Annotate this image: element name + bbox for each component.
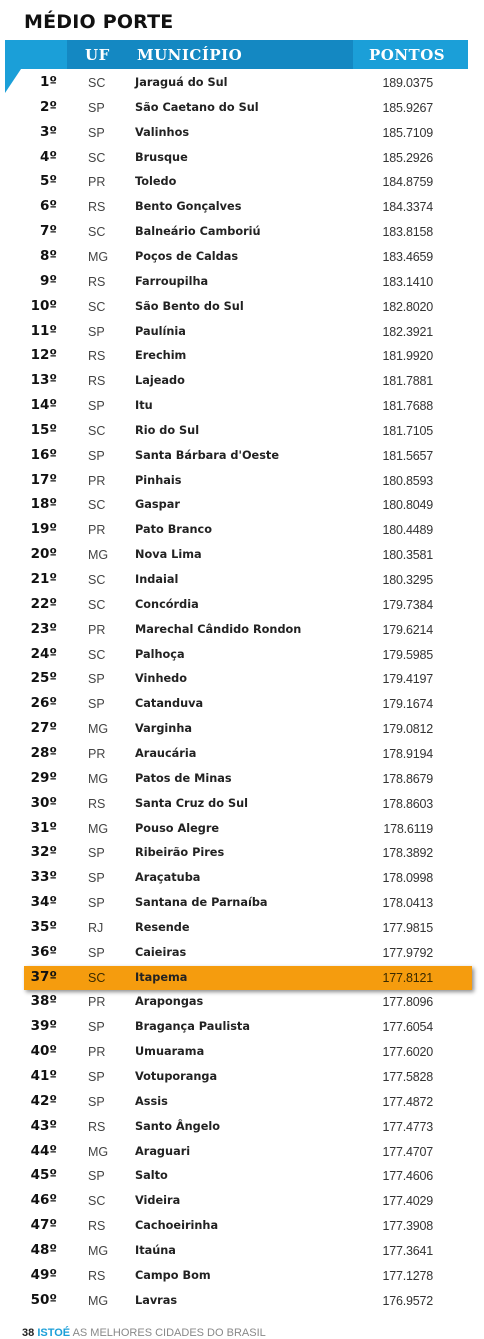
rank-cell: 26º [30,695,57,712]
rank-cell: 41º [30,1068,57,1084]
municipio-cell: Votuporanga [135,1070,218,1083]
uf-cell: SP [88,1094,105,1109]
table-row [0,543,484,568]
pontos-cell: 177.4872 [382,1094,433,1109]
uf-cell: MG [88,821,109,836]
rank-cell: 1º [39,74,57,90]
municipio-cell: Santo Ângelo [135,1119,221,1133]
rank-cell: 18º [30,496,57,513]
rank-cell: 20º [30,546,57,563]
rank-cell: 17º [30,471,57,488]
table-row [0,1189,484,1214]
table-row [0,270,484,295]
municipio-cell: Caieiras [135,945,187,959]
rank-cell: 44º [30,1142,57,1159]
table-row [0,1140,484,1165]
uf-cell: SC [88,299,106,314]
table-row [0,320,484,345]
table-row [0,941,484,966]
pontos-cell: 181.7105 [382,423,433,438]
pontos-cell: 178.9194 [382,746,433,761]
municipio-cell: Valinhos [135,125,190,139]
pontos-cell: 177.1278 [382,1268,433,1283]
page-title: MÉDIO PORTE [24,11,174,33]
rank-cell: 5º [39,173,57,190]
rank-cell: 49º [30,1266,57,1283]
municipio-cell: Santa Bárbara d'Oeste [135,448,279,462]
pontos-cell: 179.7384 [382,597,433,612]
rank-cell: 23º [30,620,57,637]
rank-cell: 19º [30,521,57,538]
pontos-cell: 181.7688 [382,399,433,414]
uf-cell: RS [88,274,106,289]
uf-cell: SP [88,1020,105,1035]
table-row [0,344,484,369]
table-row [0,1264,484,1289]
municipio-cell: Videira [135,1194,181,1208]
pontos-cell: 185.2926 [382,150,433,165]
uf-cell: SP [88,896,105,911]
table-row [0,220,484,245]
footer-text: AS MELHORES CIDADES DO BRASIL [72,1327,266,1339]
rank-cell: 6º [39,198,57,215]
rank-cell: 11º [30,322,57,339]
municipio-cell: Pouso Alegre [135,821,220,835]
rank-cell: 25º [30,670,57,687]
pontos-cell: 177.8121 [382,970,433,985]
table-row [0,891,484,916]
uf-cell: MG [88,1144,109,1159]
uf-cell: PR [88,746,106,761]
municipio-cell: Itaúna [135,1243,176,1257]
pontos-cell: 176.9572 [382,1293,433,1308]
municipio-cell: Toledo [135,175,177,189]
table-row [0,866,484,891]
header-uf: UF [85,46,110,64]
table-row [0,369,484,394]
table-row [0,170,484,195]
municipio-cell: Itapema [135,970,188,984]
uf-cell: SP [88,1070,105,1084]
table-row [0,419,484,444]
table-row [0,1065,484,1090]
pontos-cell: 177.3641 [382,1243,433,1258]
uf-cell: PR [88,473,106,488]
rank-cell: 15º [30,421,57,438]
header-municipio: MUNICÍPIO [137,46,243,64]
uf-cell: SP [88,1169,105,1184]
uf-cell: SP [88,100,105,115]
table-row [0,121,484,146]
municipio-cell: Marechal Cândido Rondon [135,622,302,636]
pontos-cell: 180.3581 [382,548,433,563]
municipio-cell: Vinhedo [135,672,188,686]
uf-cell: MG [88,722,109,737]
pontos-cell: 178.0413 [382,896,433,911]
table-row [0,469,484,494]
uf-cell: RS [88,374,106,389]
uf-cell: SP [88,448,105,463]
pontos-cell: 177.4773 [382,1119,433,1134]
municipio-cell: Gaspar [135,498,180,512]
rank-cell: 22º [30,595,57,612]
table-row [0,1289,484,1314]
rank-cell: 4º [39,148,57,165]
uf-cell: RS [88,1119,106,1134]
rank-cell: 40º [30,1043,57,1060]
rank-cell: 28º [30,744,57,761]
rank-cell: 2º [39,98,57,115]
rank-cell: 10º [30,297,57,314]
municipio-cell: Santana de Parnaíba [135,896,268,910]
pontos-cell: 181.7881 [382,374,433,389]
table-row [0,767,484,792]
municipio-cell: Brusque [135,150,188,164]
municipio-cell: Nova Lima [135,548,202,562]
rank-cell: 46º [30,1192,57,1209]
municipio-cell: Balneário Camboriú [135,225,261,239]
table-header [5,40,468,69]
pontos-cell: 179.4197 [382,672,433,687]
municipio-cell: Cachoeirinha [135,1219,219,1233]
pontos-cell: 185.9267 [382,100,433,115]
table-row [0,916,484,941]
uf-cell: PR [88,175,106,190]
rank-cell: 24º [30,645,57,662]
uf-cell: SC [88,1194,106,1209]
rank-cell: 9º [39,272,57,289]
uf-cell: RS [88,1219,106,1234]
table-row [0,1214,484,1239]
pontos-cell: 183.1410 [382,274,433,289]
municipio-cell: Campo Bom [135,1268,211,1282]
rank-cell: 7º [39,223,57,240]
table-row [0,1115,484,1140]
municipio-cell: Poços de Caldas [135,249,239,263]
pontos-cell: 177.4707 [382,1144,433,1159]
uf-cell: SP [88,125,105,140]
pontos-cell: 178.8603 [382,796,433,811]
rank-cell: 34º [30,894,57,911]
uf-cell: SP [88,324,105,339]
pontos-cell: 180.8049 [382,498,433,513]
municipio-cell: Assis [135,1094,168,1108]
municipio-cell: Araucária [135,746,197,760]
pontos-cell: 181.5657 [382,448,433,463]
municipio-cell: Varginha [135,722,192,736]
uf-cell: SC [88,423,106,438]
footer-brand: ISTOÉ [37,1327,71,1339]
table-row [0,643,484,668]
table-row [0,195,484,220]
pontos-cell: 184.8759 [382,175,433,190]
municipio-cell: Santa Cruz do Sul [135,796,249,810]
municipio-cell: Bragança Paulista [135,1020,250,1034]
pontos-cell: 183.8158 [382,225,433,240]
pontos-cell: 189.0375 [382,76,433,90]
municipio-cell: Arapongas [135,995,204,1009]
uf-cell: MG [88,249,109,264]
table-row [0,692,484,717]
uf-cell: PR [88,1045,106,1060]
table-row [0,1239,484,1264]
rank-cell: 8º [39,247,57,264]
table-row [0,1090,484,1115]
rank-cell: 50º [30,1291,57,1308]
rank-cell: 16º [30,446,57,463]
municipio-cell: Itu [135,399,153,413]
municipio-cell: Patos de Minas [135,771,232,785]
rank-cell: 37º [30,968,57,985]
uf-cell: SP [88,697,105,712]
table-row [0,518,484,543]
municipio-cell: Indaial [135,573,179,586]
table-row [0,295,484,320]
municipio-cell: Lajeado [135,374,185,388]
municipio-cell: Resende [135,920,190,934]
pontos-cell: 180.8593 [382,473,433,488]
municipio-cell: Salto [135,1169,168,1183]
uf-cell: PR [88,995,106,1010]
uf-cell: SC [88,597,106,612]
rank-cell: 38º [30,993,57,1010]
table-row [0,71,484,96]
table-row [0,493,484,518]
rank-cell: 32º [30,844,57,861]
pontos-cell: 177.8096 [382,995,433,1010]
table-row [0,667,484,692]
uf-cell: RS [88,200,106,215]
pontos-cell: 177.6020 [382,1045,433,1060]
header-pontos: PONTOS [369,46,446,64]
table-row [0,966,484,991]
table-row [0,792,484,817]
table-row [0,1040,484,1065]
rank-cell: 29º [30,769,57,786]
uf-cell: RS [88,349,106,364]
municipio-cell: Lavras [135,1293,178,1307]
table-row [0,990,484,1015]
table-row [0,717,484,742]
uf-cell: SP [88,399,105,414]
pontos-cell: 179.5985 [382,647,433,662]
rank-cell: 3º [39,123,57,140]
rank-cell: 48º [30,1241,57,1258]
table-row [0,394,484,419]
municipio-cell: Bento Gonçalves [135,200,242,214]
municipio-cell: Ribeirão Pires [135,846,225,860]
municipio-cell: Catanduva [135,697,204,711]
uf-cell: PR [88,622,106,637]
rank-cell: 39º [30,1018,57,1035]
uf-cell: PR [88,523,106,538]
uf-cell: SC [88,498,106,513]
table-row [0,841,484,866]
rank-cell: 35º [30,918,57,935]
table-row [0,817,484,842]
uf-cell: SC [88,970,106,985]
table-row [0,1015,484,1040]
page-footer [22,1327,266,1339]
table-row [0,1164,484,1189]
rank-cell: 21º [30,571,57,587]
uf-cell: RS [88,1268,106,1283]
municipio-cell: Araguari [135,1144,191,1158]
rank-cell: 14º [30,397,57,414]
uf-cell: SC [88,573,106,587]
pontos-cell: 182.3921 [382,324,433,339]
pontos-cell: 185.7109 [382,125,433,140]
rank-cell: 42º [30,1092,57,1109]
pontos-cell: 178.3892 [382,846,433,861]
municipio-cell: Palhoça [135,647,185,661]
table-row [0,568,484,593]
pontos-cell: 178.6119 [383,821,433,836]
municipio-cell: Concórdia [135,597,199,611]
pontos-cell: 183.4659 [382,249,433,264]
pontos-cell: 179.6214 [382,622,433,637]
municipio-cell: Araçatuba [135,871,201,885]
uf-cell: SC [88,76,106,90]
pontos-cell: 182.8020 [382,299,433,314]
uf-cell: SC [88,150,106,165]
rank-cell: 33º [30,869,57,886]
uf-cell: RS [88,796,106,811]
municipio-cell: Pato Branco [135,523,212,537]
table-row [0,245,484,270]
table-row [0,444,484,469]
pontos-cell: 180.3295 [382,573,433,587]
uf-cell: MG [88,548,109,563]
municipio-cell: Rio do Sul [135,423,200,437]
pontos-cell: 179.1674 [382,697,433,712]
uf-cell: RJ [88,920,104,935]
uf-cell: SC [88,647,106,662]
rank-cell: 12º [30,347,57,364]
municipio-cell: Erechim [135,349,187,363]
table-row [0,593,484,618]
rank-cell: 13º [30,372,57,389]
page-number: 38 [22,1327,35,1339]
table-row [0,146,484,171]
municipio-cell: São Caetano do Sul [135,100,259,114]
uf-cell: SP [88,672,105,687]
uf-cell: SP [88,945,105,960]
municipio-cell: Jaraguá do Sul [135,76,228,89]
pontos-cell: 177.6054 [382,1020,433,1035]
municipio-cell: Paulínia [135,324,186,338]
pontos-cell: 177.5828 [382,1070,433,1084]
rank-cell: 36º [30,943,57,960]
pontos-cell: 177.4606 [382,1169,433,1184]
table-row [0,742,484,767]
pontos-cell: 180.4489 [382,523,433,538]
pontos-cell: 178.8679 [382,771,433,786]
uf-cell: MG [88,1243,109,1258]
pontos-cell: 184.3374 [382,200,433,215]
rank-cell: 43º [30,1117,57,1134]
rank-cell: 31º [30,819,57,836]
rank-cell: 27º [30,720,57,737]
municipio-cell: São Bento do Sul [135,299,244,313]
uf-cell: SP [88,846,105,861]
municipio-cell: Farroupilha [135,274,209,288]
table-row [0,618,484,643]
uf-cell: MG [88,1293,109,1308]
rank-cell: 45º [30,1167,57,1184]
pontos-cell: 177.9815 [382,920,433,935]
table-row [0,96,484,121]
pontos-cell: 181.9920 [382,349,433,364]
uf-cell: MG [88,771,109,786]
rank-cell: 30º [30,794,57,811]
pontos-cell: 179.0812 [382,722,433,737]
municipio-cell: Umuarama [135,1045,205,1059]
pontos-cell: 177.3908 [382,1219,433,1234]
pontos-cell: 178.0998 [382,871,433,886]
pontos-cell: 177.4029 [382,1194,433,1209]
pontos-cell: 177.9792 [382,945,433,960]
uf-cell: SP [88,871,105,886]
municipio-cell: Pinhais [135,473,182,487]
uf-cell: SC [88,225,106,240]
rank-cell: 47º [30,1217,57,1234]
